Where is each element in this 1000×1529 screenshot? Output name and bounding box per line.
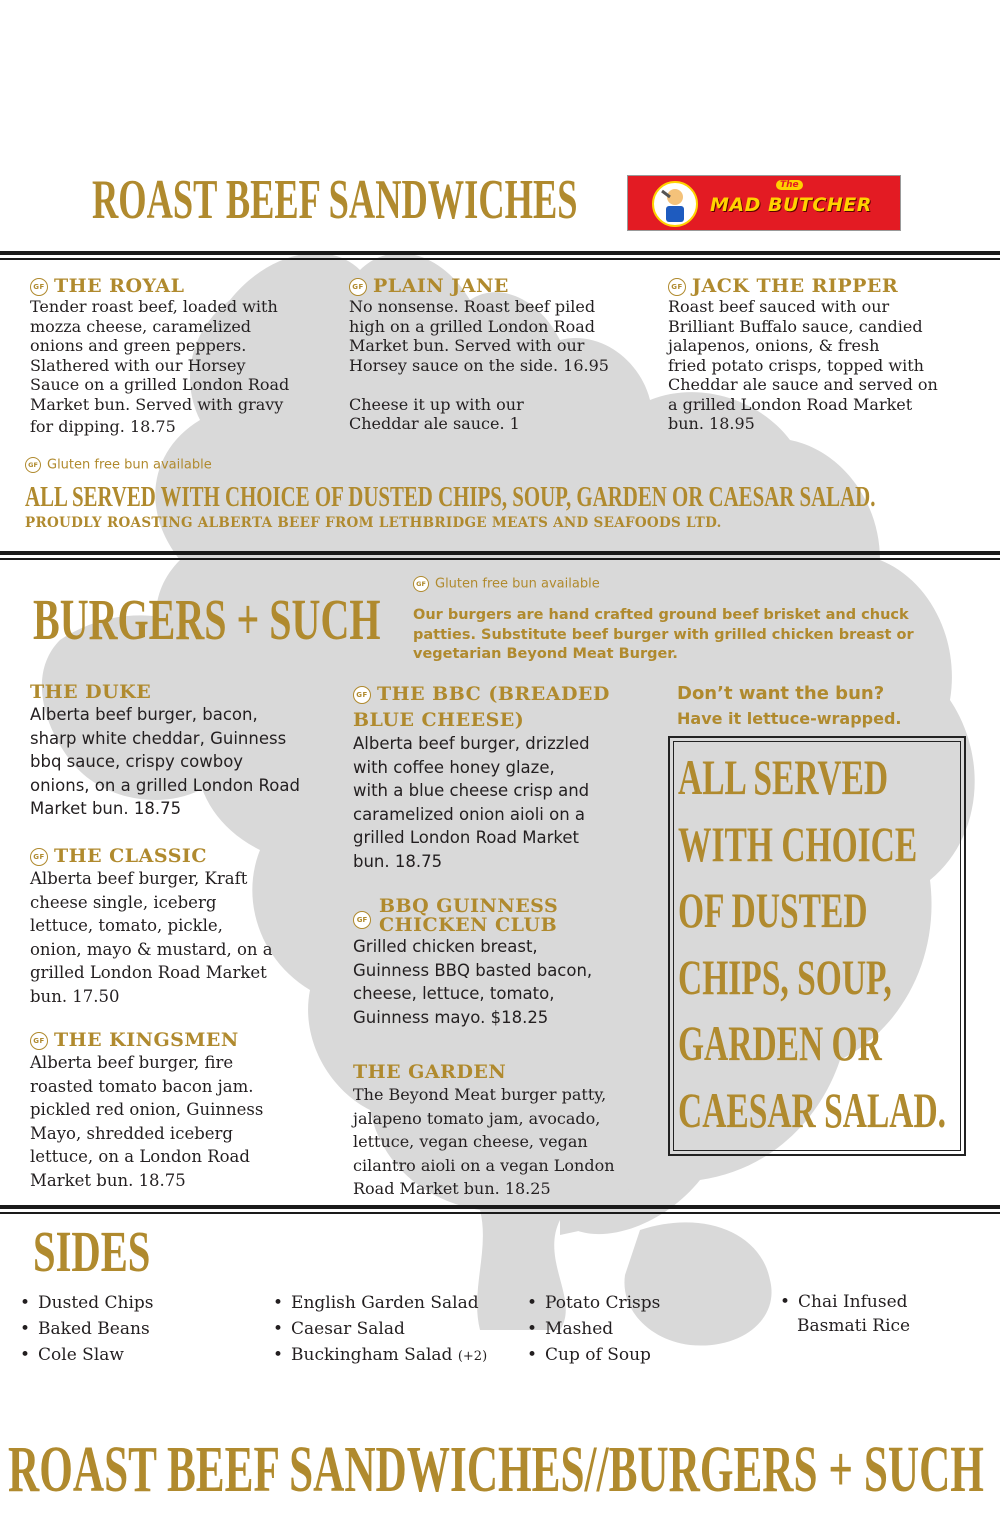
item-description-line: lettuce, on a London Road: [30, 1147, 250, 1166]
divider: [0, 558, 1000, 560]
item-title: PLAIN JANE: [373, 275, 509, 297]
item-description-line: onion, mayo & mustard, on a: [30, 939, 273, 959]
item-description-line: Alberta beef burger, fire: [30, 1053, 234, 1072]
item-description-line: Market bun. Served with gravy: [30, 394, 284, 414]
item-description-line: No nonsense. Roast beef piled: [349, 297, 596, 316]
item-description-line: roasted tomato bacon jam.: [30, 1076, 254, 1096]
sides-list-1: [20, 1290, 154, 1368]
menu-item-plain-jane: [349, 275, 659, 434]
list-item: • English Garden Salad: [273, 1290, 487, 1316]
item-title: THE DUKE: [30, 681, 152, 703]
gluten-free-icon: GF: [30, 1032, 48, 1050]
list-item: • Potato Crisps: [527, 1290, 660, 1316]
menu-item-the-kingsmen: [30, 1029, 340, 1192]
burgers-gluten-free-note: [413, 576, 600, 592]
item-description-line: Alberta beef burger, bacon,: [30, 705, 258, 724]
logo-text: MAD BUTCHER: [710, 194, 872, 216]
no-bun-line: Have it lettuce-wrapped.: [677, 709, 902, 728]
intro-line: Our burgers are hand crafted ground beef brisket and chuck: [413, 607, 909, 623]
intro-line: patties. Substitute beef burger with grilled chicken breast or: [413, 626, 914, 643]
sides-list-3: [527, 1290, 660, 1368]
item-description-line: Slathered with our Horsey: [30, 355, 246, 375]
no-bun-note: [677, 681, 902, 731]
divider: [0, 551, 1000, 555]
item-title-continued: CHICKEN CLUB: [379, 914, 558, 936]
item-description-line: mozza cheese, caramelized: [30, 316, 252, 336]
sides-list-2: [273, 1290, 487, 1370]
item-description-line: Mayo, shredded iceberg: [30, 1123, 233, 1143]
divider: [0, 1212, 1000, 1214]
gluten-free-note-text: Gluten free bun available: [47, 457, 212, 473]
item-description-line: Horsey sauce on the side. 16.95: [349, 355, 609, 375]
item-description-line: Brilliant Buffalo sauce, candied: [668, 316, 923, 336]
burgers-intro: [413, 606, 914, 665]
item-description-line: pickled red onion, Guinness: [30, 1100, 264, 1119]
item-description-line: jalapeno tomato jam, avocado,: [353, 1108, 601, 1128]
item-description-line: cheese, lettuce, tomato,: [353, 984, 555, 1003]
served-with-box-text: [678, 744, 1000, 1143]
list-item-label: Buckingham Salad: [291, 1345, 453, 1365]
item-description-line: Guinness BBQ basted bacon,: [353, 960, 593, 980]
item-description-line: Market bun. Served with our: [349, 336, 585, 355]
menu-item-the-bbc: [353, 681, 658, 873]
item-description-line: caramelized onion aioli on a: [353, 804, 586, 824]
item-title: THE GARDEN: [353, 1061, 507, 1083]
list-item: • Cole Slaw: [20, 1342, 154, 1368]
menu-item-jack-the-ripper: [668, 275, 988, 434]
list-item: [780, 1290, 910, 1338]
logo-the-badge: The: [776, 180, 803, 190]
item-description-line: grilled London Road Market: [30, 963, 267, 982]
item-description-line: for dipping. 18.75: [30, 417, 176, 436]
gluten-free-icon: GF: [25, 457, 41, 473]
menu-item-the-duke: [30, 681, 340, 821]
gluten-free-icon: GF: [349, 278, 367, 296]
served-with-line: ALL SERVED WITH CHOICE OF DUSTED CHIPS, SOUP, GARDEN OR CAESAR SALAD.: [25, 482, 876, 513]
butcher-mascot-icon: [652, 179, 698, 229]
item-description-line: Alberta beef burger, drizzled: [353, 734, 590, 753]
item-description-line: Guinness mayo. $18.25: [353, 1007, 549, 1027]
price-addon: (+2): [457, 1349, 488, 1364]
item-description-line: high on a grilled London Road: [349, 316, 596, 336]
list-item: • Mashed: [527, 1316, 660, 1342]
item-description-line: Road Market bun. 18.25: [353, 1179, 551, 1198]
item-description-line: bun. 18.75: [353, 851, 443, 871]
gluten-free-note: [25, 457, 212, 473]
no-bun-line: Don’t want the bun?: [677, 683, 885, 704]
gluten-free-icon: GF: [668, 278, 686, 296]
item-description-line: cilantro aioli on a vegan London: [353, 1155, 615, 1175]
served-box-line: ALL SERVED: [678, 749, 889, 805]
item-title: BBQ GUINNESS: [379, 895, 559, 917]
divider: [0, 258, 1000, 260]
burgers-title: BURGERS + SUCH: [33, 587, 381, 652]
item-description-line: a grilled London Road Market: [668, 394, 913, 414]
gluten-free-icon: GF: [30, 848, 48, 866]
item-description-line: fried potato crisps, topped with: [668, 355, 924, 375]
gluten-free-icon: GF: [30, 278, 48, 296]
item-description-line: Cheddar ale sauce and served on: [668, 375, 938, 394]
item-description-line: cheese single, iceberg: [30, 892, 217, 912]
item-description-line: lettuce, vegan cheese, vegan: [353, 1132, 588, 1151]
served-box-line: GARDEN OR: [678, 1015, 882, 1071]
proudly-roasting-line: PROUDLY ROASTING ALBERTA BEEF FROM LETHBRIDGE MEATS AND SEAFOODS LTD.: [25, 515, 722, 531]
gluten-free-note-text: Gluten free bun available: [435, 576, 600, 592]
divider: [0, 1205, 1000, 1209]
divider: [0, 251, 1000, 255]
intro-line: vegetarian Beyond Meat Burger.: [413, 646, 678, 662]
list-item: • Baked Beans: [20, 1316, 154, 1342]
gluten-free-icon: GF: [413, 576, 429, 592]
mad-butcher-logo: [627, 175, 901, 231]
item-description-line: with a blue cheese crisp and: [353, 781, 590, 800]
item-title-continued: BLUE CHEESE): [353, 709, 525, 731]
item-description-line: onions, on a grilled London Road: [30, 775, 300, 795]
item-description-line: Market bun. 18.75: [30, 799, 182, 818]
item-description-line: Cheddar ale sauce. 1: [349, 414, 520, 433]
item-description-line: Tender roast beef, loaded with: [30, 297, 278, 316]
menu-item-bbq-guinness-chicken-club: [353, 897, 658, 1029]
menu-item-the-classic: [30, 845, 340, 1008]
item-description-line: grilled London Road Market: [353, 828, 579, 847]
item-description-line: The Beyond Meat burger patty,: [353, 1085, 607, 1104]
list-item: [273, 1342, 487, 1370]
sides-list-4: [780, 1290, 910, 1338]
item-description-line: sharp white cheddar, Guinness: [30, 728, 287, 748]
item-description-line: Alberta beef burger, Kraft: [30, 869, 248, 888]
gluten-free-icon: GF: [353, 911, 371, 929]
item-description-line: jalapenos, onions, & fresh: [668, 336, 880, 355]
list-item: • Dusted Chips: [20, 1290, 154, 1316]
served-box-line: CAESAR SALAD.: [678, 1081, 947, 1138]
list-item: • Cup of Soup: [527, 1342, 660, 1368]
served-box-line: OF DUSTED: [678, 882, 868, 938]
item-title: THE KINGSMEN: [54, 1029, 239, 1051]
item-description-line: bun. 18.95: [668, 414, 755, 433]
item-description-line: Grilled chicken breast,: [353, 937, 538, 956]
item-title: THE ROYAL: [54, 275, 185, 297]
sides-title: SIDES: [33, 1219, 151, 1284]
list-item-label: Chai Infused: [798, 1292, 908, 1312]
item-description-line: Market bun. 18.75: [30, 1170, 186, 1190]
item-description-line: lettuce, tomato, pickle,: [30, 916, 223, 935]
item-title: THE BBC (BREADED: [377, 683, 610, 705]
item-title: THE CLASSIC: [54, 845, 207, 867]
item-description-line: with coffee honey glaze,: [353, 757, 555, 777]
item-description-line: Sauce on a grilled London Road: [30, 375, 290, 394]
list-item-label: Basmati Rice: [797, 1316, 911, 1336]
served-box-line: CHIPS, SOUP,: [678, 948, 892, 1005]
served-box-line: WITH CHOICE: [678, 815, 918, 872]
item-description-line: onions and green peppers.: [30, 336, 247, 355]
menu-item-the-royal: [30, 275, 340, 437]
item-description-line: bun. 17.50: [30, 986, 120, 1006]
served-with-box: [668, 736, 966, 1156]
item-description-line: Cheese it up with our: [349, 394, 524, 414]
item-description-line: bbq sauce, crispy cowboy: [30, 752, 244, 771]
menu-item-the-garden: [353, 1061, 663, 1201]
roast-beef-title: ROAST BEEF SANDWICHES: [92, 169, 578, 231]
gluten-free-icon: GF: [353, 686, 371, 704]
item-title: JACK THE RIPPER: [692, 275, 899, 297]
list-item: • Caesar Salad: [273, 1316, 487, 1342]
item-description-line: Roast beef sauced with our: [668, 297, 890, 316]
footer-title: ROAST BEEF SANDWICHES//BURGERS + SUCH: [8, 1433, 984, 1506]
